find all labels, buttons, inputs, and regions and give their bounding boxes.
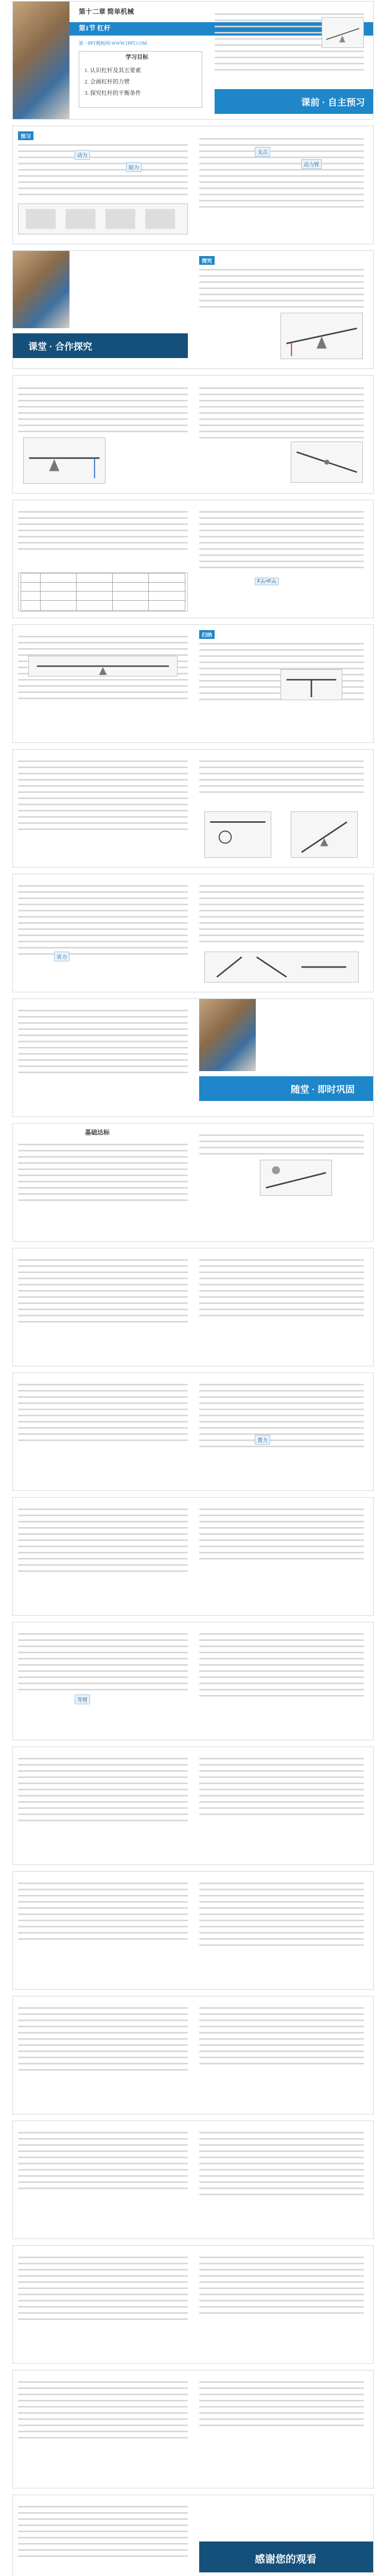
example2-text-left — [18, 756, 188, 835]
slide-practice-1 — [12, 1123, 374, 1242]
slide-lever-diagrams — [12, 375, 374, 494]
lever-figure-1 — [280, 313, 363, 359]
slide-practice-2 — [12, 1248, 374, 1366]
objective-2: 2. 会画杠杆的力臂 — [84, 79, 130, 85]
example2-text-right — [199, 756, 364, 798]
thanks-text: 感谢您的观看 — [255, 2554, 317, 2565]
practice11-text-left — [18, 2377, 188, 2443]
tip-tag: 归纳 — [199, 630, 215, 639]
site-url: 第一PPT模板网-WWW.1PPT.COM — [79, 41, 147, 46]
answer-4: 动力臂 — [301, 159, 322, 169]
practice5-text-left — [18, 1629, 188, 1695]
slide-class-cover — [12, 250, 374, 369]
slide-practice-10 — [12, 2245, 374, 2364]
answer-lever-class: 费力 — [255, 1435, 270, 1445]
scale-figure — [280, 669, 342, 700]
worker-figure — [260, 1160, 332, 1196]
answer-balance: F₁l₁=F₂l₂ — [255, 578, 279, 585]
practice2-text-left — [18, 1255, 188, 1327]
practice1-text-left — [18, 1139, 188, 1206]
example3-text-left — [18, 880, 188, 959]
slide-balance-experiment — [12, 500, 374, 618]
objectives-heading: 学习目标 — [126, 54, 148, 60]
lever-figure-2 — [23, 437, 106, 484]
practice7-text-right — [199, 1878, 364, 1951]
slide-preview — [12, 126, 374, 244]
answer-1: 动力 — [75, 150, 90, 160]
slide-final — [12, 2495, 374, 2576]
section-class-title: 课堂 · 合作探究 — [28, 342, 92, 352]
conclusion-text — [199, 506, 364, 573]
slide-practice-3 — [12, 1372, 374, 1491]
section-practice-title: 随堂 · 即时巩固 — [291, 1084, 355, 1095]
objectives-box — [79, 51, 202, 108]
cover-photo — [13, 2, 69, 120]
practice-heading: 基础达标 — [85, 1129, 110, 1136]
objective-1: 1. 认识杠杆及其五要素 — [84, 67, 141, 74]
example3-text-right — [199, 880, 364, 947]
study-tag: 探究 — [199, 256, 215, 265]
intro-figure — [322, 17, 364, 48]
practice5-text-right — [199, 1629, 364, 1701]
practice9-text-left — [18, 2127, 188, 2194]
lever-figure-3 — [291, 442, 363, 483]
preview-text-right — [199, 133, 364, 212]
answer-equal-arm: 等臂 — [75, 1694, 90, 1704]
preview-text-left — [18, 140, 188, 200]
objective-3: 3. 探究杠杆的平衡条件 — [84, 90, 141, 96]
preview-figure-row — [18, 204, 188, 234]
practice1-text-right — [199, 1130, 364, 1159]
class-photo — [13, 251, 69, 328]
chapter-title: 第十二章 简单机械 — [79, 8, 134, 15]
practice-photo — [199, 999, 256, 1071]
practice2-text-right — [199, 1255, 364, 1321]
slide-practice-8 — [12, 1996, 374, 2114]
lesson-title: 第1节 杠杆 — [79, 24, 111, 32]
final-text-left — [18, 2501, 188, 2562]
tools-figure — [204, 952, 359, 982]
practice10-text-left — [18, 2252, 188, 2325]
practice7-text-left — [18, 1878, 188, 1944]
practice4-text-right — [199, 1504, 364, 1564]
experiment-text — [18, 506, 188, 554]
pulley-figure — [204, 811, 271, 858]
slide-practice-7 — [12, 1871, 374, 1990]
slide-title — [12, 1, 374, 120]
slide-practice-6 — [12, 1747, 374, 1865]
answer-2: 阻力 — [126, 162, 142, 172]
slide-practice-9 — [12, 2121, 374, 2239]
practice9-text-right — [199, 2127, 364, 2200]
practice10-text-right — [199, 2252, 364, 2318]
lever-text-right — [199, 383, 364, 443]
practice6-text-right — [199, 1753, 364, 1820]
section-preview-title: 课前 · 自主预习 — [301, 97, 365, 108]
practice3-text-left — [18, 1379, 188, 1446]
practice-text-left — [18, 1005, 188, 1078]
slide-example-1 — [12, 624, 374, 743]
pulley-figure-2 — [291, 811, 358, 858]
check-tag: 预习 — [18, 131, 33, 140]
practice4-text-left — [18, 1504, 188, 1577]
answer-3: 支点 — [255, 147, 270, 157]
practice3-text-right — [199, 1379, 364, 1452]
slide-practice-4 — [12, 1497, 374, 1616]
class-text-right — [199, 264, 364, 312]
answer-force: 省力 — [54, 952, 69, 961]
practice6-text-left — [18, 1753, 188, 1826]
slide-practice-11 — [12, 2370, 374, 2488]
balance-figure — [28, 656, 178, 676]
slide-example-3 — [12, 874, 374, 992]
lever-text-left — [18, 383, 188, 437]
practice11-text-right — [199, 2377, 364, 2431]
slide-practice-cover — [12, 998, 374, 1117]
slide-practice-5 — [12, 1622, 374, 1740]
practice8-text-right — [199, 2003, 364, 2069]
slide-example-2 — [12, 749, 374, 868]
data-table — [18, 572, 188, 612]
practice8-text-left — [18, 2003, 188, 2075]
